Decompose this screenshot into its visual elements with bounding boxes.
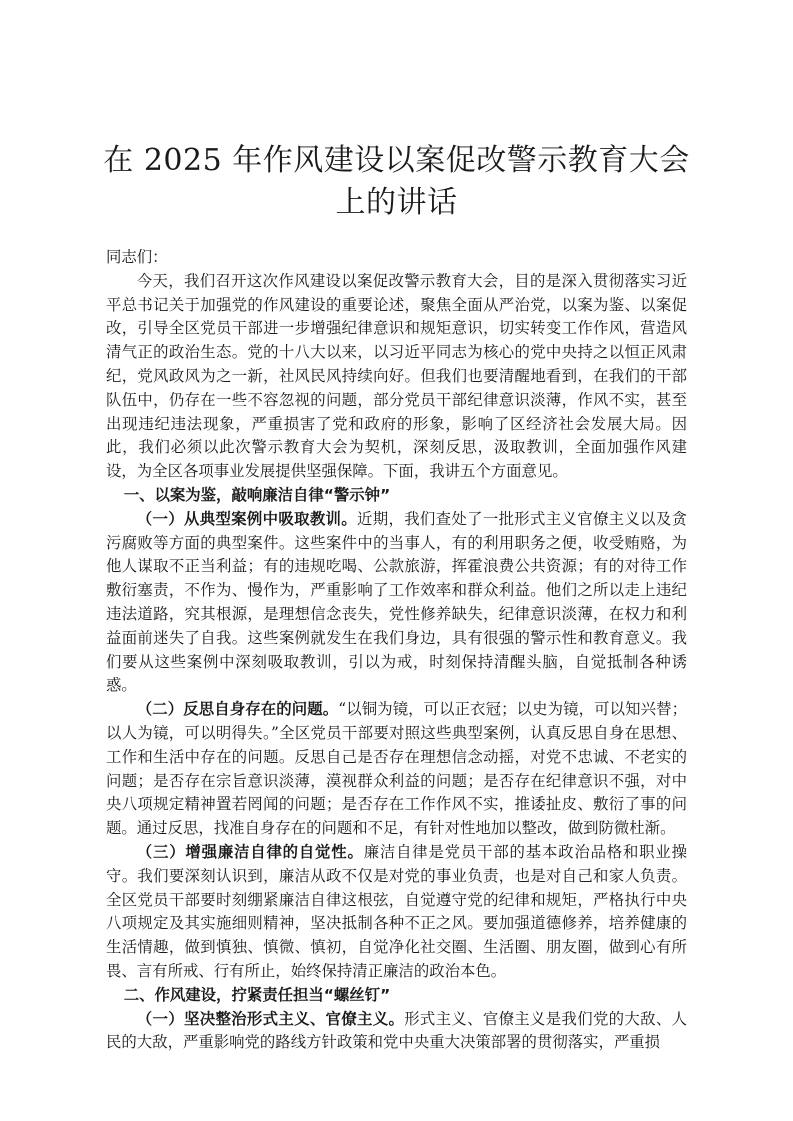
section-2-paragraph-1 — [106, 1008, 687, 1056]
document-body — [106, 246, 687, 1055]
intro-paragraph: 今天，我们召开这次作风建设以案促改警示教育大会，目的是深入贯彻落实习近平总书记关于加强党的作风建设的重要论述，聚焦全面从严治党，以案为鉴、以案促改，引导全区党员干部进一步增强纪律意识和规矩意识，切实转变工作作风，营造风清气正的政治生态。党的十八大以来，以习近平同志为核心的党中央持之以恒正风肃纪，党风政风为之一新，社风民风持续向好。但我们也要清醒地看到，在我们的干部队伍中，仍存在一些不容忽视的问题，部分党员干部纪律意识淡薄，作风不实，甚至出现违纪违法现象，严重损害了党和政府的形象，影响了区经济社会发展大局。因此，我们必须以此次警示教育大会为契机，深刻反思，汲取教训，全面加强作风建设，为全区各项事业发展提供坚强保障。下面，我讲五个方面意见。 — [106, 271, 687, 481]
paragraph-text: 形式主义、官僚主义是我们党的大敌、人民的大敌，严重影响党的路线方针政策和党中央重大决策部署的贯彻落实，严重损 — [106, 1009, 687, 1052]
section-1-heading: 一、以案为鉴，敲响廉洁自律“警示钟” — [123, 485, 391, 504]
section-1-paragraph-3 — [106, 841, 687, 984]
paragraph-lead: （一）坚决整治形式主义、官僚主义。 — [136, 1009, 405, 1028]
greeting: 同志们： — [106, 248, 168, 266]
section-1-paragraph-1 — [106, 508, 687, 698]
paragraph-lead: （二）反思自身存在的问题。 — [136, 700, 339, 719]
paragraph-lead: （三）增强廉洁自律的自觉性。 — [136, 842, 364, 861]
paragraph-text: 廉洁自律是党员干部的基本政治品格和职业操守。我们要深刻认识到，廉洁从政不仅是对党的事业负责，也是对自己和家人负责。全区党员干部要时刻绷紧廉洁自律这根弦，自觉遵守党的纪律和规矩，严格执行中央八项规定及其实施细则精神，坚决抵制各种不正之风。要加强道德修养，培养健康的生活情趣，做到慎独、慎微、慎初，自觉净化社交圈、生活圈、朋友圈，做到心有所畏、言有所戒、行有所止，始终保持清正廉洁的政治本色。 — [106, 842, 687, 980]
paragraph-lead: （一）从典型案例中吸取教训。 — [136, 509, 358, 528]
paragraph-text: 近期，我们查处了一批形式主义官僚主义以及贪污腐败等方面的典型案件。这些案件中的当事人，有的利用职务之便，收受贿赂，为他人谋取不正当利益；有的违规吃喝、公款旅游，挥霍浪费公共资源；有的对待工作敷衍塞责，不作为、慢作为，严重影响了工作效率和群众利益。他们之所以走上违纪违法道路，究其根源，是理想信念丧失，党性修养缺失，纪律意识淡薄，在权力和利益面前迷失了自我。这些案例就发生在我们身边，具有很强的警示性和教育意义。我们要从这些案例中深刻吸取教训，引以为戒，时刻保持清醒头脑，自觉抵制各种诱惑。 — [106, 509, 687, 695]
document-title: 在 2025 年作风建设以案促改警示教育大会上的讲话 — [103, 143, 690, 220]
section-1-paragraph-2 — [106, 698, 687, 841]
section-2-heading: 二、作风建设，拧紧责任担当“螺丝钉” — [123, 985, 391, 1004]
paragraph-text: “以铜为镜，可以正衣冠；以史为镜，可以知兴替；以人为镜，可以明得失。”全区党员干部要对照这些典型案例，认真反思自身在思想、工作和生活中存在的问题。反思自己是否存在理想信念动摇，对党不忠诚、不老实的问题；是否存在宗旨意识淡薄，漠视群众利益的问题；是否存在纪律意识不强，对中央八项规定精神置若罔闻的问题；是否存在工作作风不实，推诿扯皮、敷衍了事的问题。通过反思，找准自身存在的问题和不足，有针对性地加以整改，做到防微杜渐。 — [106, 700, 687, 838]
